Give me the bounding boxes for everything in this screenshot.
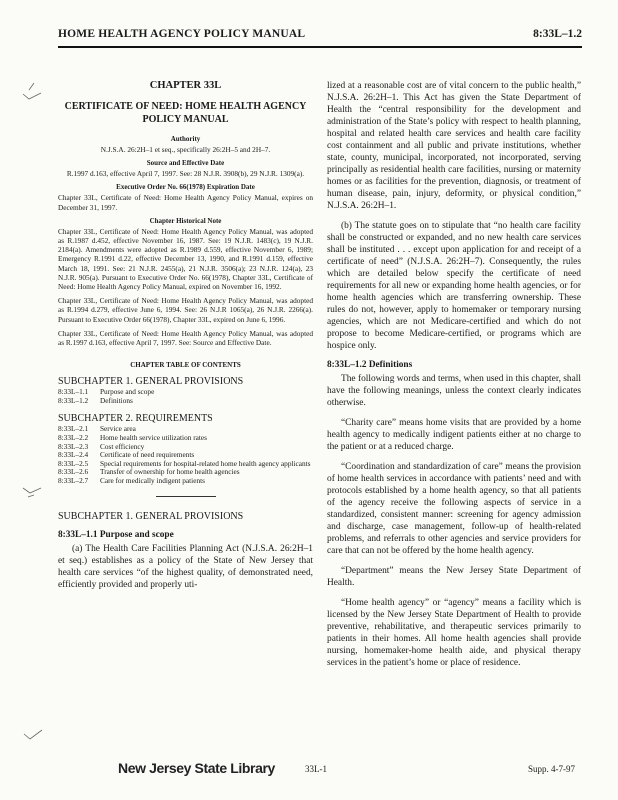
authority-heading: Authority: [170, 135, 201, 143]
toc-item-title: Purpose and scope: [100, 387, 155, 397]
toc-item-number: 8:33L–1.2: [58, 395, 89, 405]
body-paragraph: lized at a reasonable cost are of vital concern to the public health,” N.J.S.A. 26:2H–1. This Act has given the State Department of Health the “central responsibility for the development and administration of the State’s policy with respect to health planning, hospital and related health care services and health care facility cost containment and all public and private institutions, whether state, county, municipal, incorporated, not incorporated, serving principally as residential health care facilities, nursing or maternity homes or as facilities for the prevention, diagnosis, or treatment of human disease, pain, injury, deformity, or physical condition,” N.J.S.A. 26:2H–1.: [327, 81, 581, 211]
historical-note-paragraph: Chapter 33L, Certificate of Need: Home Health Agency Policy Manual, was adopted as R.1997 d.163, effective April 7, 1997. See: Source and Effective Date.: [58, 328, 313, 348]
section-number: 8:33L–1.2: [533, 28, 582, 40]
body-paragraph: (a) The Health Care Facilities Planning Act (N.J.S.A. 26:2H–1 et seq.) establishes as a policy of the State of New Jersey that health care services “of the highest quality, of demonstrated need, efficiently provided and properly uti-: [58, 543, 313, 590]
toc-item-number: 8:33L–2.3: [58, 441, 89, 451]
running-header: [58, 28, 582, 48]
chapter-title: CERTIFICATE OF NEED: HOME HEALTH AGENCY POLICY MANUAL: [64, 101, 307, 125]
toc-item-title: Home health service utilization rates: [100, 433, 207, 443]
section-heading: 8:33L–1.1 Purpose and scope: [58, 529, 174, 540]
toc-item-title: Transfer of ownership for home health agencies: [100, 467, 240, 477]
source-text: R.1997 d.163, effective April 7, 1997. See: 28 N.J.R. 3908(b), 29 N.J.R. 1309(a).: [66, 169, 305, 179]
supplement-date: Supp. 4-7-97: [528, 764, 575, 774]
historical-note-paragraph: Chapter 33L, Certificate of Need: Home Health Agency Policy Manual, was adopted as R.1994 d.279, effective June 6, 1994. See: 26 N.J.R 1065(a), 26 N.J.R. 2266(a). Pursuant to Executive Order 66(1978), Chapter 33L, expired on June 6, 1996.: [58, 296, 313, 324]
page-number: 33L-1: [305, 764, 327, 774]
toc-item-title: Special requirements for hospital-related home health agency applicants: [100, 458, 311, 468]
definition-paragraph: “Coordination and standardization of care” means the provision of home health services in accordance with patients’ need and with protocols established by a home health agency, so that all patients of the agency receive the following aspects of service in a standardized, consistent manner: screening for agency admission and discharge, case management, follow-up of health-related problems, and referrals to other agencies and service providers for care that can not be offered by the home health agency.: [327, 462, 581, 556]
toc-subchapter-heading: SUBCHAPTER 1. GENERAL PROVISIONS: [58, 376, 244, 388]
toc-item-number: 8:33L–2.7: [58, 476, 89, 485]
toc-item-title: Definitions: [100, 395, 133, 405]
section-heading: 8:33L–1.2 Definitions: [327, 360, 413, 370]
definition-paragraph: “Charity care” means home visits that are provided by a home health agency to medically indigent patients either at no charge to the patient or at a reduced charge.: [327, 418, 581, 452]
toc-item-number: 8:33L–2.4: [58, 450, 89, 460]
toc-item-number: 8:33L–2.2: [58, 433, 89, 443]
toc-item-title: Service area: [100, 424, 136, 434]
toc-item: [58, 388, 313, 397]
right-column: [327, 80, 581, 677]
toc-list: [58, 388, 313, 405]
executive-order-text: Chapter 33L, Certificate of Need: Home Health Agency Policy Manual, expires on December 31, 1997.: [58, 193, 313, 212]
toc-item-title: Care for medically indigent patients: [100, 476, 205, 485]
body-paragraph: (b) The statute goes on to stipulate that “no health care facility shall be constructed or expanded, and no new health care services shall be instituted . . . except upon application for and receipt of a certificate of need” (N.J.S.A. 26:2H–7). Consequently, the rules which are detailed below specify the certificate of need requirements for all new or expanding home health agencies, or for home health agencies which are transferring ownership. These rules do not, however, apply to homemaker or temporary nursing agencies, which are not Medicare-certified and which do not propose to become Medicare-certified, or programs which are hospice only.: [327, 221, 581, 351]
margin-mark-icon: [20, 484, 44, 502]
toc-item-number: 8:33L–2.1: [58, 424, 89, 434]
margin-mark-icon: [22, 726, 44, 744]
toc-item: [58, 434, 313, 443]
toc-item-number: 8:33L–2.6: [58, 467, 89, 477]
library-stamp: New Jersey State Library: [118, 760, 275, 776]
historical-note-paragraph: Chapter 33L, Certificate of Need: Home Health Agency Policy Manual, was adopted as R.1987 d.452, effective November 16, 1987. See: 19 N.J.R. 1483(c), 19 N.J.R. 2184(a). Amendments were adopted as R.1989 d.559, effective November 6, 1989; Emergency R.1991 d.22, effective December 13, 1990, and R.1991 d.159, effective March 18, 1991. See: 21 N.J.R. 2455(a), 21 N.J.R. 3506(a); 23 N.J.R. 124(a), 23 N.J.R. 905(a). Pursuant to Executive Order No. 66(1978), Chapter 33L, Certificate of Need: Home Health Agency Policy Manual, expired on November 16, 1992.: [58, 226, 313, 292]
left-column: [58, 80, 313, 599]
manual-title: HOME HEALTH AGENCY POLICY MANUAL: [58, 28, 306, 40]
source-heading: Source and Effective Date: [146, 159, 225, 168]
section-divider: [156, 496, 216, 497]
subchapter-heading: SUBCHAPTER 1. GENERAL PROVISIONS: [58, 510, 244, 522]
chapter-label: CHAPTER 33L: [149, 80, 222, 91]
margin-mark-icon: [20, 82, 44, 104]
toc-item-number: 8:33L–1.1: [58, 387, 89, 397]
toc-subchapter-heading: SUBCHAPTER 2. REQUIREMENTS: [58, 413, 213, 425]
toc-item: [58, 477, 313, 486]
executive-order-heading: Executive Order No. 66(1978) Expiration Date: [116, 183, 255, 192]
historical-note-heading: Chapter Historical Note: [149, 216, 222, 225]
toc-item-title: Cost efficiency: [100, 441, 145, 451]
authority-text: N.J.S.A. 26:2H–1 et seq., specifically 26:2H–5 and 2H–7.: [100, 145, 271, 154]
toc-item-number: 8:33L–2.5: [58, 458, 89, 468]
definition-paragraph: “Department” means the New Jersey State Department of Health.: [327, 566, 581, 588]
toc-item-title: Certificate of need requirements: [100, 450, 195, 460]
toc-item: [58, 397, 313, 406]
definition-paragraph: “Home health agency” or “agency” means a facility which is licensed by the New Jersey State Department of Health to provide preventive, rehabilitative, and therapeutic services primarily to patients in their homes. All home health agencies shall provide nursing, homemaker-home health aide, and physical therapy services in the patient’s home or place of residence.: [327, 598, 581, 668]
toc-list: [58, 425, 313, 485]
body-paragraph: The following words and terms, when used in this chapter, shall have the following meanings, unless the context clearly indicates otherwise.: [327, 374, 581, 408]
toc-title: CHAPTER TABLE OF CONTENTS: [130, 361, 241, 370]
